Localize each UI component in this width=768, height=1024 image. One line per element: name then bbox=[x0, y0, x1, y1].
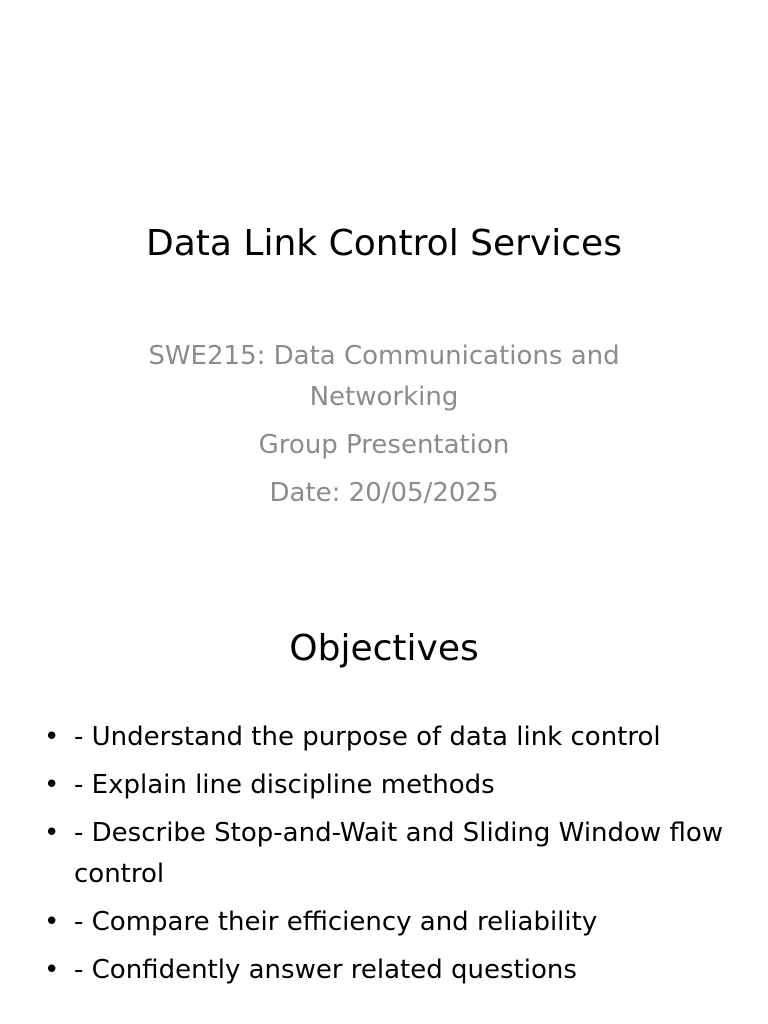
list-item bbox=[44, 717, 734, 758]
list-item-text: - Describe Stop-and-Wait and Sliding Window flow control bbox=[74, 818, 724, 889]
list-item bbox=[44, 950, 734, 991]
course-line: SWE215: Data Communications and Networking bbox=[148, 341, 620, 412]
list-item-text: - Explain line discipline methods bbox=[74, 770, 495, 800]
list-item bbox=[44, 902, 734, 943]
objectives-slide bbox=[0, 512, 768, 1024]
list-item-text: - Understand the purpose of data link control bbox=[74, 722, 661, 752]
bullet-icon: • bbox=[44, 818, 60, 848]
bullet-icon: • bbox=[44, 770, 60, 800]
bullet-icon: • bbox=[44, 907, 60, 937]
objectives-list bbox=[44, 717, 734, 998]
slide-subtitle bbox=[104, 336, 664, 521]
bullet-icon: • bbox=[44, 722, 60, 752]
slide-title: Data Link Control Services bbox=[146, 223, 622, 264]
slide-title: Objectives bbox=[289, 628, 479, 669]
date-line: Date: 20/05/2025 bbox=[269, 478, 499, 508]
list-item bbox=[44, 765, 734, 806]
presentation-type-line: Group Presentation bbox=[258, 430, 510, 460]
list-item-text: - Confidently answer related questions bbox=[74, 955, 577, 985]
list-item-text: - Compare their efficiency and reliability bbox=[74, 907, 598, 937]
list-item bbox=[44, 813, 734, 895]
bullet-icon: • bbox=[44, 955, 60, 985]
